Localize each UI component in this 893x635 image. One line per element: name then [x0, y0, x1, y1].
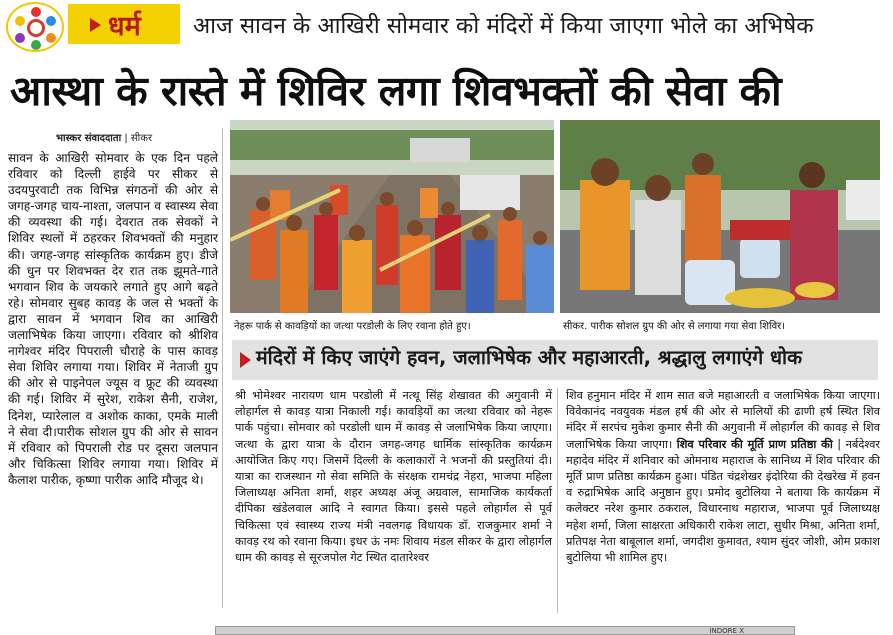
procession-photo-illustration	[230, 120, 554, 313]
procession-photo	[230, 120, 554, 313]
arrow-icon	[240, 352, 251, 368]
headline: आस्था के रास्ते में शिविर लगा शिवभक्तों की सेवा की	[10, 67, 782, 115]
kicker-line: आज सावन के आखिरी सोमवार को मंदिरों में किया जाएगा भोले का अभिषेक	[193, 13, 814, 39]
logo-dot-icon	[31, 40, 41, 50]
subhead: मंदिरों में किए जाएंगे हवन, जलाभिषेक और महाआरती, श्रद्धालु लगाएंगे धोक	[256, 346, 803, 369]
column-divider	[557, 388, 558, 613]
logo-dot-icon	[46, 16, 56, 26]
category-badge	[68, 4, 180, 44]
column-divider	[222, 128, 223, 608]
logo-dot-icon	[15, 16, 25, 26]
right-article-column	[566, 388, 880, 566]
newspaper-logo	[6, 2, 64, 52]
logo-ring-icon	[27, 19, 45, 37]
service-camp-photo-illustration	[560, 120, 880, 313]
right-photo-caption: सीकर. पारीक सोशल ग्रुप की ओर से लगाया गया सेवा शिविर।	[563, 321, 786, 332]
logo-dot-icon	[31, 7, 41, 17]
left-article-column: सावन के आखिरी सोमवार के एक दिन पहले रविवार को दिल्ली हाईवे पर सीकर से उदयपुरवाटी तक विभिन्न संगठनों की ओर से जगह-जगह चाय-नाश्ता, जलपान व स्वास्थ्य सेवा की व्यवस्था की गई। देवरात तक सेवकों ने शिविर स्थलों में ठहरकर शिवभक्तों की मनुहार की। जगह-जगह सांस्कृतिक कार्यक्रम हुए। डीजे की धुन पर शिवभक्त देर रात तक झूमते-गाते भगवान शिव के जयकारे लगाते हुए आगे बढ़ते रहे। सोमवार सुबह कावड़ के जल से भक्तों के द्वारा सावन में भगवान शिव का आखिरी जलाभिषेक किया जाएगा। रविवार को श्रीशिव नागेश्वर मंदिर पिपराली चौराहे के पास कावड़ सेवा शिविर लगाया गया। शिविर में नेताजी ग्रुप की ओर से पाइनेपल ज्यूस व फ्रूट की व्यवस्था की गई। शिविर में सुरेश, राकेश सैनी, राजेश, दिनेश, प्यारेलाल व अशोक काका, एमके माली ने सेवा दी।पारीक सोशल ग्रुप की ओर से सावन में रविवार को पिपराली रोड पर दूसरा जलपान और चिकित्सा शिविर लगाया गया। शिविर में कैलाश पारीक, कृष्णा पारीक आदि मौजूद थे।	[8, 151, 218, 487]
right-column-paragraph-2: नर्बदेश्वर महादेव मंदिर में शनिवार को ओमनाथ महाराज के सानिध्य में शिव परिवार की मूर्ति प्राण प्रतिष्ठा कार्यक्रम हुआ। पंडित चंद्रशेखर इंदोरिया की देखरेख में हवन व रुद्राभिषेक आदि अनुष्ठान हुए। प्रमोद बुटोलिया ने बताया कि कार्यक्रम में कलेक्टर नरेश कुमार ठकराल, विधारनाथ महाराज, भाजपा पूर्व जिलाध्यक्ष महेश शर्मा, जिला साक्षरता अधिकारी राकेश लाटा, सुधीर मिश्रा, अनिता शर्मा, प्रतिपक्ष नेता बाबूलाल शर्मा, जगदीश कुमावत, श्याम सुंदर जोशी, ओम प्रकाश बुटोलिया भी शामिल हुए।	[566, 437, 881, 565]
lead-separator: |	[837, 437, 842, 451]
service-camp-photo	[560, 120, 880, 313]
logo-dot-icon	[15, 33, 25, 43]
logo-dot-icon	[46, 33, 56, 43]
byline	[56, 130, 152, 144]
category-label: धर्म	[108, 11, 141, 42]
right-column-lead: शिव परिवार की मूर्ति प्राण प्रतिष्ठा की	[676, 437, 833, 451]
advertisement-strip[interactable]	[215, 626, 795, 635]
ad-text: INDORE X	[709, 627, 744, 635]
byline-city: सीकर	[130, 133, 153, 144]
arrow-icon	[90, 18, 101, 32]
byline-source: भास्कर संवाददाता	[56, 133, 122, 144]
byline-separator: |	[124, 133, 128, 144]
middle-article-column: श्री भोमेश्वर नारायण धाम परडोली में नत्थू सिंह शेखावत की अगुवानी में लोहार्गल से कावड़ यात्रा निकाली गई। कावड़ियों का जत्था रविवार को नेहरू पार्क पहुंचा। सोमवार को परडोली धाम में कावड़ से जलाभिषेक किया जाएगा। जत्था के द्वारा यात्रा के दौरान जगह-जगह धार्मिक सांस्कृतिक कार्यक्रम आयोजित किए गए। जिसमें दिल्ली के कलाकारों ने भजनों की प्रस्तुतियां दी। यात्रा का राजस्थान गो सेवा समिति के संरक्षक रामचंद्र नेहरा, भाजपा महिला जिलाध्यक्ष अनिता शर्मा, शहर अध्यक्ष अंजू अग्रवाल, सामाजिक कार्यकर्ता दीपिका खंडेलवाल आदि ने स्वागत किया। इससे पहले लोहार्गल से पूर्व चिकित्सा एवं स्वास्थ्य राज्य मंत्री नवलगढ़ विधायक डॉ. राजकुमार शर्मा ने कावड़ रथ को रवाना किया। इधर ऊं नमः शिवाय मंडल सीकर के द्वारा लोहार्गल धाम की कावड़ से सूरजपोल गेट स्थित दातारेश्वर	[235, 389, 552, 565]
left-photo-caption: नेहरू पार्क से कावड़ियों का जत्था परडोली के लिए रवाना होते हुए।	[234, 321, 471, 332]
right-column-paragraph-1: शिव हनुमान मंदिर में शाम सात बजे महाआरती व जलाभिषेक किया जाएगा। विवेकानंद नवयुवक मंडल हर्ष की ओर से मालियों की ढाणी हर्ष स्थित शिव मंदिर में सरपंच मुकेश कुमार सैनी की अगुवानी में लोहार्गल की कावड़ से शिव जलाभिषेक किया जाएगा।	[566, 389, 880, 451]
